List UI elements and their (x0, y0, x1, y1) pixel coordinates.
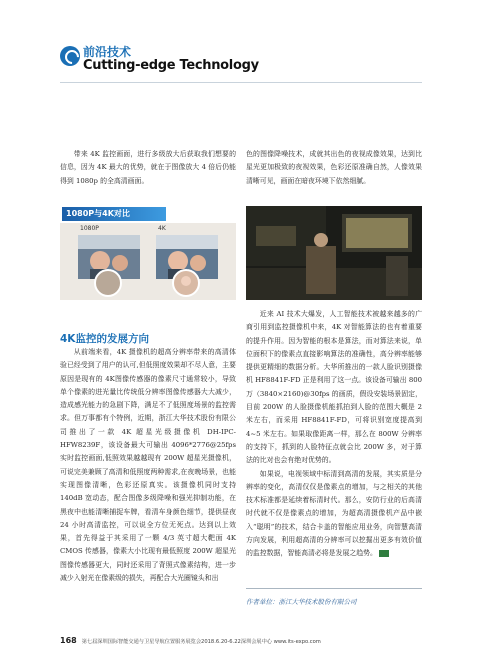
body-left (60, 346, 236, 585)
intro-right (246, 148, 422, 188)
figure-caption-bar (62, 207, 166, 221)
label-1080p: 1080P (80, 225, 99, 232)
header-divider (60, 82, 422, 83)
body-right-p2-text: 如果说，电视领域中标清到高清的发展，其实质是分辨率的变化，高清仅仅是像素点的增加，与之相关的其他技术标准都是延续着标清时代。那么，安防行业的后高清时代就不仅是像素点的增加，为超高清摄像机产品中嵌入“聪明”的技术，结合卡盖的智能应用业务，向智慧高清方向发展，利用超高清的分辨率可以挖掘出更多有效价值的监控数据，智能高清必将是发展之趋势。 (246, 469, 422, 558)
intro-left (60, 148, 236, 188)
end-mark-icon (379, 550, 389, 557)
comparison-image (60, 223, 236, 300)
section-title-en: Cutting-edge Technology (83, 58, 259, 73)
label-4k: 4K (158, 225, 166, 232)
night-scene-illustration (246, 206, 422, 300)
page-footer (60, 636, 321, 645)
body-right-p1: 近来 AI 技术大爆发，人工智能技术被越来越多的广商引用到监控摄像机中来，4K 对智能算法的也有着重要的提升作用。因为智能的根本是算法，而对算法来说，单位面积下的像素点直接影响算法的准确性，高分辨率能够提供更精细的数据分析。大华所推出的一款人脸识别摄像机 HF8841F-FD 正是利用了这一点。该设备可输出 800 万（3840×2160)@30fps 的画质，假设安装场景固定，目前 200W 的人脸摄像机能抓拍到人脸的范围大概是 2 米左右，而采用 HF8841F-FD，可将识别宽度提高到 4~5 米左右。如果取像距离一样，那么在 800W 分辨率的支持下，抓到的人脸特征点就会比 200W 多，对于算法的比对也会有绝对优势的。 (246, 310, 422, 465)
body-right (246, 308, 422, 561)
page-number: 168 (60, 636, 77, 645)
body-left-text: 从前端来看，4K 摄像机的超高分辨率带来的高清体验已经受到了用户的认可,但低照度效果却不尽人意，主要原因是现有的 4K图像传感器的像素尺寸通常较小，导致单个像素的进光量比传统低分辨率图像传感器大大减少，造成感光能力的急剧下降，满足不了低照度场景的监控需求。但万事都有个特例，近期，浙江大华技术股份有限公司推出了一款 4K 超星光级摄像机 DH-IPC-HFW8239F，该设备最大可输出 4096*2776@25fps 实时监控画面,低照效果越越现有 200W 超星光摄像机，可说完美兼顾了高清和低照度两种需求,在夜晚场景，也能实现图像清晰，色彩还原真实。该摄像机同时支持 140dB 宽动态，配合图像多级降噪和强光抑制功能，在黑夜中也能清晰捕捉车牌，看清车身颜色细节，提供昼夜 24 小时高清监控，可以说全方位无死点。达到以上效果，首先得益于其采用了一颗 4/3 英寸超大靶面 4K CMOS 传感器，像素大小比现有最低照度 200W 超星光图像传感器更大，同时还采用了背照式像素结构，进一步减少入射光在像素级的损失，再配合大光圈镜头和出 (60, 348, 236, 583)
night-scene-image (246, 206, 422, 300)
intro-left-text: 带来 4K 监控画面，进行多级放大后获取我们想要的信息，因为 4K 最大的优势，就在于图像放大 4 倍后仍能得到 1080p 的全高清画面。 (60, 150, 236, 185)
author-divider (246, 588, 422, 589)
intro-right-text: 色的图像降噪技术，成就其出色的夜视成像效果，达到比星光更加极致的夜视效果，色彩还原准确自然，人像效果清晰可见，画面在暗夜环境下依然细腻。 (246, 150, 422, 185)
section-title-cn: 前沿技术 (83, 45, 132, 59)
figure-caption: 1080P与4K对比 (66, 209, 130, 218)
comparison-illustration (60, 223, 236, 300)
footer-text: 第七届深圳国际智能交通与卫星导航位置服务展览会2018.6.20-6.22深圳会展中心 www.its-expo.com (81, 639, 321, 645)
body-right-p2 (246, 468, 422, 561)
section-heading: 4K监控的发展方向 (60, 333, 149, 345)
author-affiliation: 作者单位：浙江大华技术股份有限公司 (246, 598, 357, 606)
